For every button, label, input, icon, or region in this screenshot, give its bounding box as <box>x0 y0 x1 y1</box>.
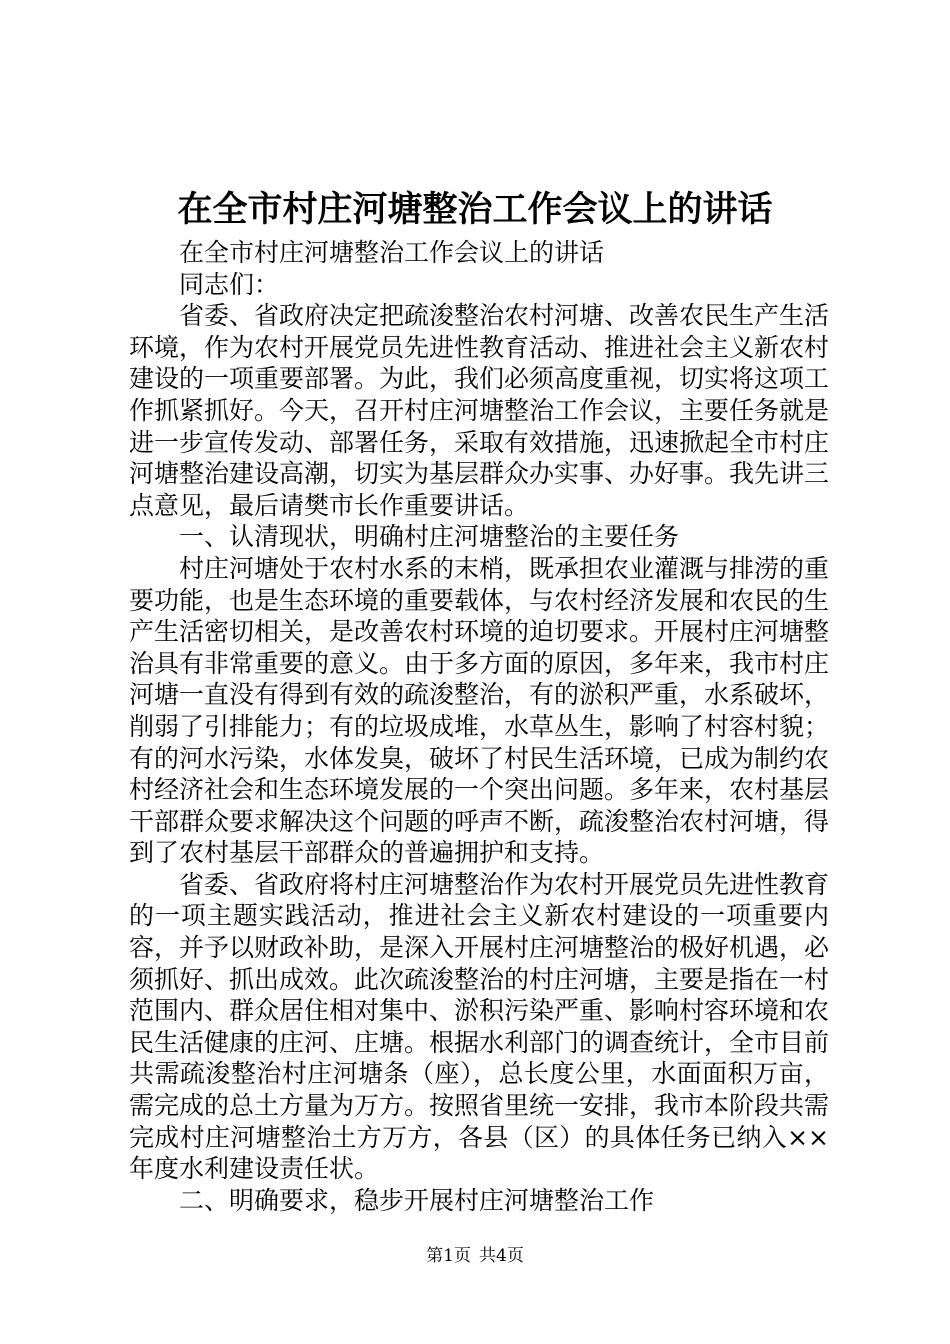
paragraph-subtitle: 在全市村庄河塘整治工作会议上的讲话 <box>179 238 605 267</box>
document-title: 在全市村庄河塘整治工作会议上的讲话 <box>177 189 773 230</box>
paragraph-status: 村庄河塘处于农村水系的末梢，既承担农业灌溉与排涝的重要功能，也是生态环境的重要载体，与农村经济发展和农民的生产生活密切相关，是改善农村环境的迫切要求。开展村庄河塘整治具有非常重要的意义。由于多方面的原因，多年来，我市村庄河塘一直没有得到有效的疏浚整治，有的淤积严重，水系破坏，削弱了引排能力；有的垃圾成堆，水草丛生，影响了村容村貌；有的河水污染，水体发臭，破坏了村民生活环境，已成为制约农村经济社会和生态环境发展的一个突出问题。多年来，农村基层干部群众要求解决这个问题的呼声不断，疏浚整治农村河塘，得到了农村基层干部群众的普遍拥护和支持。 <box>129 553 830 868</box>
document-body <box>129 237 829 1216</box>
paragraph-tasks: 省委、省政府将村庄河塘整治作为农村开展党员先进性教育的一项主题实践活动，推进社会主义新农村建设的一项重要内容，并予以财政补助，是深入开展村庄河塘整治的极好机遇，必须抓好、抓出成效。此次疏浚整治的村庄河塘，主要是指在一村范围内、群众居住相对集中、淤积污染严重、影响村容环境和农民生活健康的庄河、庄塘。根据水利部门的调查统计，全市目前共需疏浚整治村庄河塘条（座），总长度公里，水面面积万亩，需完成的总土方量为万方。按照省里统一安排，我市本阶段共需完成村庄河塘整治土方万方，各县（区）的具体任务已纳入××年度水利建设责任状。 <box>129 869 830 1184</box>
page-number: 第1页 <box>426 1246 471 1266</box>
section-heading-1: 一、认清现状，明确村庄河塘整治的主要任务 <box>179 522 680 552</box>
page-footer <box>0 1244 950 1268</box>
paragraph-intro: 省委、省政府决定把疏浚整治农村河塘、改善农民生产生活环境，作为农村开展党员先进性教育活动、推进社会主义新农村建设的一项重要部署。为此，我们必须高度重视，切实将这项工作抓紧抓好。今天，召开村庄河塘整治工作会议，主要任务就是进一步宣传发动、部署任务，采取有效措施，迅速掀起全市村庄河塘整治建设高潮，切实为基层群众办实事、办好事。我先讲三点意见，最后请樊市长作重要讲话。 <box>129 301 830 520</box>
paragraph-salutation: 同志们： <box>179 269 280 299</box>
section-heading-2: 二、明确要求，稳步开展村庄河塘整治工作 <box>179 1185 655 1215</box>
page-total: 共4页 <box>479 1246 524 1266</box>
